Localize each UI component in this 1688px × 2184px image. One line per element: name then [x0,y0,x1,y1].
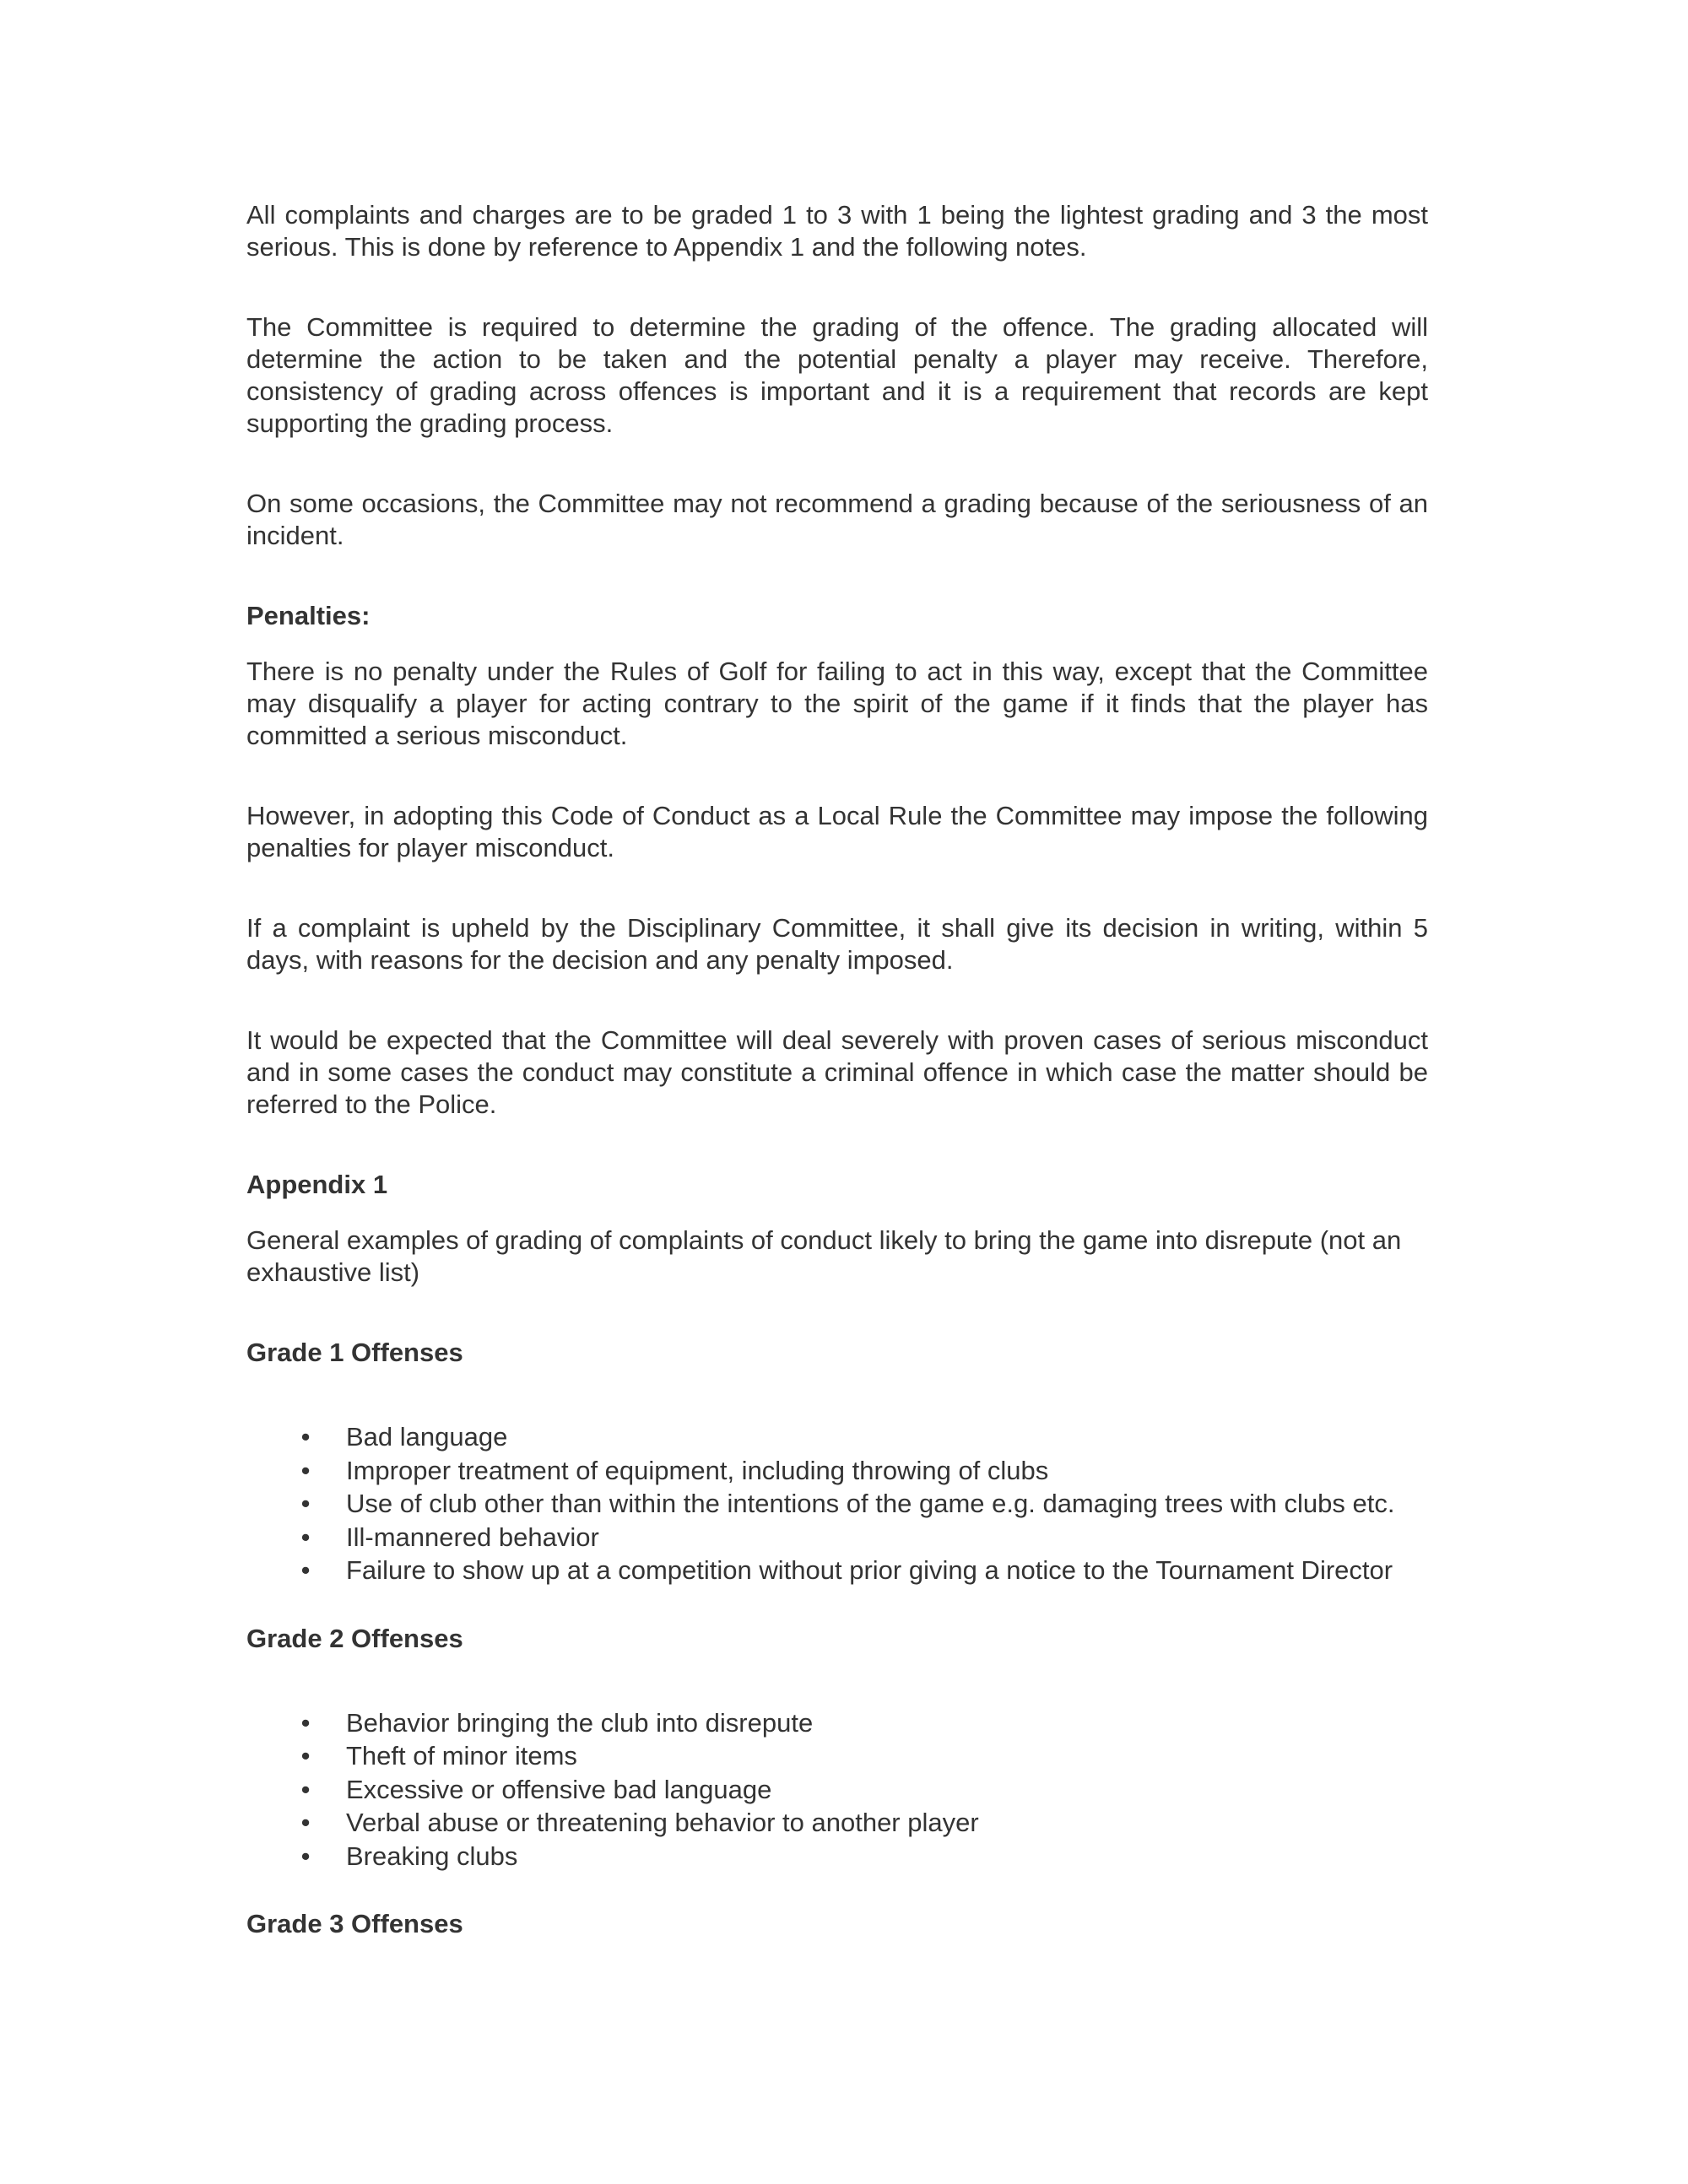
list-item-text: Breaking clubs [346,1841,518,1871]
list-item-text: Behavior bringing the club into disrepute [346,1707,814,1738]
bullet-icon: • [300,1841,311,1871]
grade-2-heading: Grade 2 Offenses [246,1623,463,1653]
bullet-icon: • [300,1707,311,1738]
paragraph-no-grading: On some occasions, the Committee may not recommend a grading because of the seriousness of an incident. [246,489,1428,550]
bullet-icon: • [300,1422,311,1451]
paragraph-complaint-upheld: If a complaint is upheld by the Disciplinary Committee, it shall give its decision in writing, within 5 days, with reasons for the decision and any penalty imposed. [246,913,1428,975]
list-item-text: Improper treatment of equipment, including throwing of clubs [346,1455,1049,1485]
list-item-text: Ill-mannered behavior [346,1522,599,1552]
list-item-text: Failure to show up at a competition without prior giving a notice to the Tournament Director [346,1555,1393,1585]
list-item [246,1521,1428,1554]
paragraph-serious-misconduct: It would be expected that the Committee will deal severely with proven cases of serious misconduct and in some cases the conduct may constitute a criminal offence in which case the matter should be referred to the Police. [246,1025,1428,1119]
bullet-icon: • [300,1522,311,1552]
list-item-text: Excessive or offensive bad language [346,1774,772,1804]
list-item-text: Theft of minor items [346,1741,577,1770]
list-item [246,1454,1428,1488]
list-item [246,1739,1428,1773]
penalties-heading: Penalties: [246,601,371,630]
list-item [246,1773,1428,1807]
list-item-text: Verbal abuse or threatening behavior to another player [346,1808,979,1837]
grade-2-list [246,1706,1428,1873]
paragraph-no-penalty: There is no penalty under the Rules of Golf for failing to act in this way, except that the Committee may disqualify a player for acting contrary to the spirit of the game if it finds that the player has committed a serious misconduct. [246,657,1428,750]
grade-1-heading: Grade 1 Offenses [246,1338,463,1367]
list-item [246,1706,1428,1740]
grade-1-list [246,1420,1428,1587]
list-item [246,1420,1428,1454]
list-item [246,1806,1428,1840]
bullet-icon: • [300,1741,311,1770]
list-item-text: Bad language [346,1422,508,1451]
paragraph-local-rule: However, in adopting this Code of Conduct as a Local Rule the Committee may impose the following penalties for player misconduct. [246,801,1428,862]
grade-3-heading: Grade 3 Offenses [246,1909,463,1938]
paragraph-grading-intro: All complaints and charges are to be graded 1 to 3 with 1 being the lightest grading and 3 the most serious. This is done by reference to Appendix 1 and the following notes. [246,200,1428,262]
appendix-heading: Appendix 1 [246,1170,388,1199]
bullet-icon: • [300,1774,311,1804]
list-item-text: Use of club other than within the intentions of the game e.g. damaging trees with clubs etc. [346,1489,1395,1518]
bullet-icon: • [300,1808,311,1837]
bullet-icon: • [300,1489,311,1518]
list-item [246,1554,1428,1587]
document-body [246,199,1428,1940]
paragraph-committee-grading: The Committee is required to determine the grading of the offence. The grading allocated will determine the action to be taken and the potential penalty a player may receive. Therefore, consistency of grading across offences is important and it is a requirement that records are kept supporting the grading process. [246,312,1428,438]
list-item [246,1840,1428,1873]
paragraph-appendix-description: General examples of grading of complaints of conduct likely to bring the game into disrepute (not an exhaustive list) [246,1225,1402,1287]
list-item [246,1487,1428,1521]
bullet-icon: • [300,1555,311,1585]
bullet-icon: • [300,1455,311,1485]
